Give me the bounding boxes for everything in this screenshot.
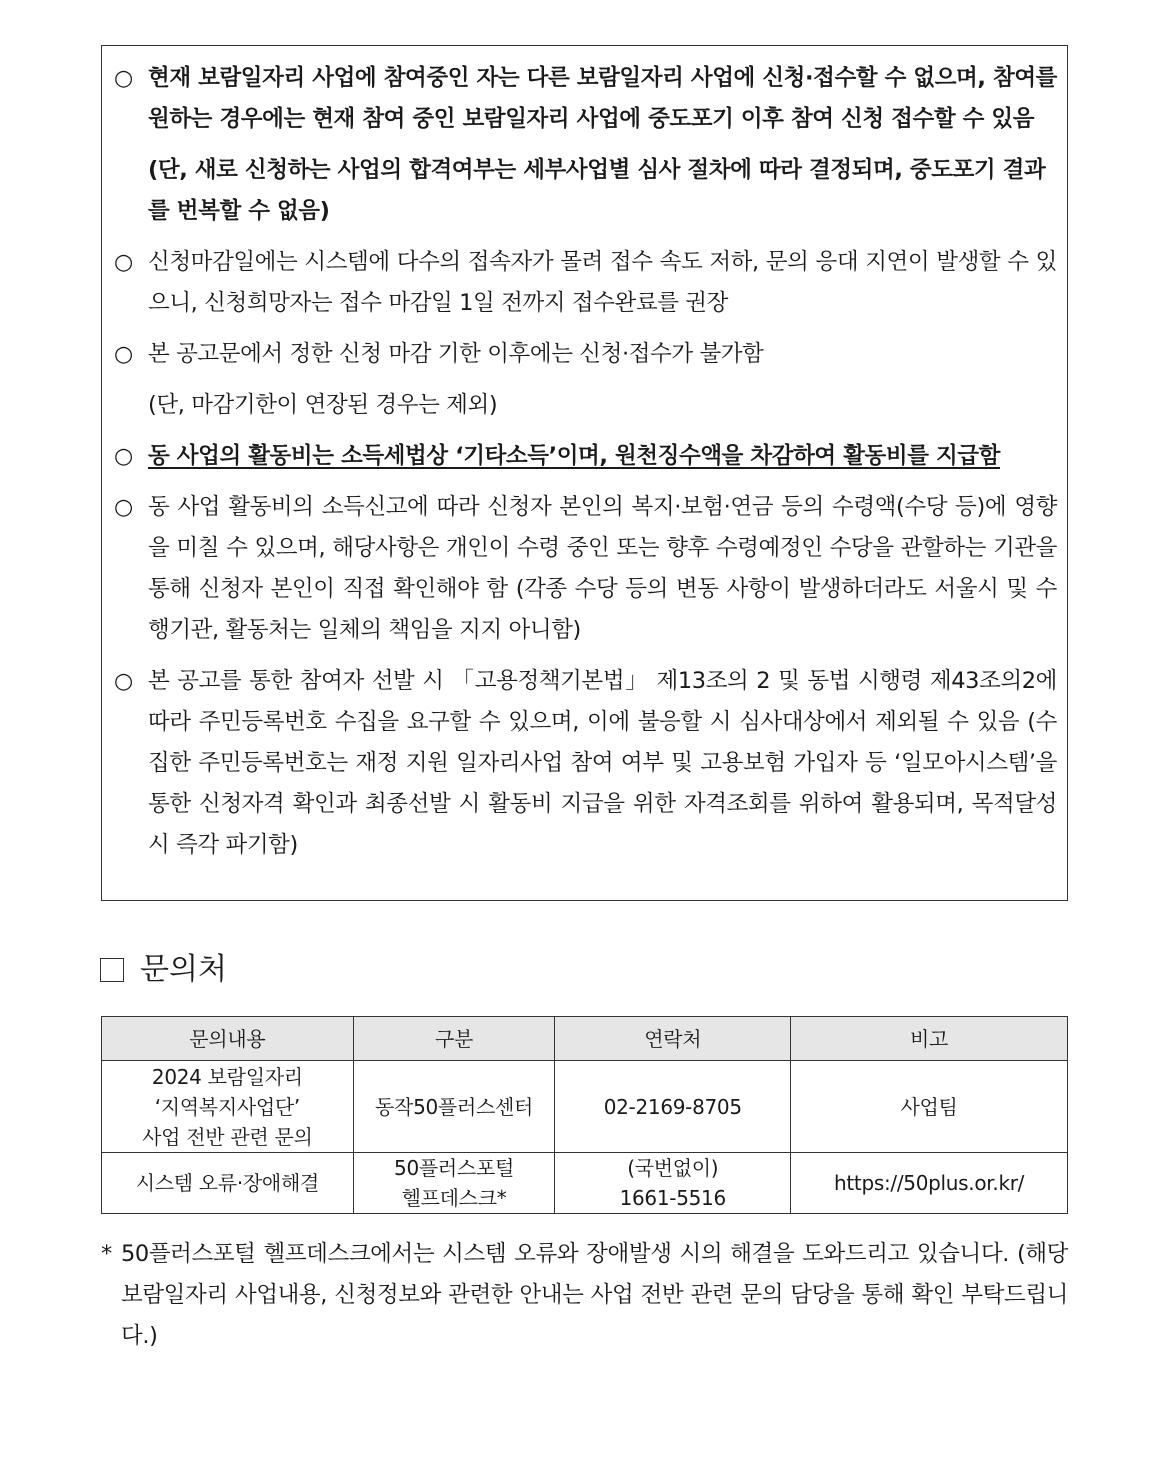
circle-bullet-icon: ○ [114,444,133,469]
cell-line: ‘지역복지사업단’ [154,1094,300,1119]
cell-note: 사업팀 [791,1061,1068,1153]
table-row [102,1153,1068,1214]
circle-bullet-icon: ○ [114,342,133,367]
notice-item-resident-number [114,661,1057,866]
notice-item-activity-fee-tax [114,436,1057,477]
header-note: 비고 [791,1017,1068,1061]
footnote-text: 50플러스포털 헬프데스크에서는 시스템 오류와 장애발생 시의 해결을 도와드리고 있습니다. (해당 보람일자리 사업내용, 신청정보와 관련한 안내는 사업 전반 관련 문의 담당을 통해 확인 부탁드립니다.) [121,1241,1068,1349]
notice-item-text: 현재 보람일자리 사업에 참여중인 자는 다른 보람일자리 사업에 신청·접수할 수 없으며, 참여를 원하는 경우에는 현재 참여 중인 보람일자리 사업에 중도포기 이후 참여 신청 접수할 수 있음 [148,65,1057,132]
circle-bullet-icon: ○ [114,495,133,520]
table-row [102,1061,1068,1153]
notice-item-text: 신청마감일에는 시스템에 다수의 접속자가 몰려 접수 속도 저하, 문의 응대 지연이 발생할 수 있으니, 신청희망자는 접수 마감일 1일 전까지 접수완료를 권장 [148,249,1057,316]
footnote [101,1234,1068,1357]
cell-line: 헬프데스크* [401,1186,507,1210]
cell-phone: 02-2169-8705 [555,1061,791,1153]
notice-item-note: (단, 마감기한이 연장된 경우는 제외) [148,392,498,418]
table-header-row [102,1017,1068,1061]
cell-line: (국번없이) [627,1156,719,1180]
square-bullet-icon [100,958,124,982]
notice-item-current-participant [114,58,1057,140]
cell-line: 사업 전반 관련 문의 [142,1124,313,1149]
asterisk-icon: * [101,1241,112,1267]
notice-item-text: 동 사업의 활동비는 소득세법상 ‘기타소득’이며, 원천징수액을 차감하여 활동비를 지급함 [148,443,1000,469]
notice-item-text: 본 공고문에서 정한 신청 마감 기한 이후에는 신청·접수가 불가함 [148,341,764,367]
header-inquiry: 문의내용 [102,1017,354,1061]
cell-line: 50플러스포털 [394,1156,514,1180]
contact-table [101,1016,1068,1214]
cell-line: 1661-5516 [619,1186,726,1210]
notice-item-text: 동 사업 활동비의 소득신고에 따라 신청자 본인의 복지·보험·연금 등의 수령액(수당 등)에 영향을 미칠 수 있으며, 해당사항은 개인이 수령 중인 또는 향후 수령예정인 수당을 관할하는 기관을 통해 신청자 본인이 직접 확인해야 함 (각종 수당 등의 변동 사항이 발생하더라도 서울시 및 수행기관, 활동처는 일체의 책임을 지지 아니함) [148,494,1057,643]
notice-item-income-report [114,487,1057,651]
header-category: 구분 [353,1017,555,1061]
cell-phone [555,1153,791,1214]
notice-item-deadline [114,334,1057,375]
notice-box [101,45,1068,901]
circle-bullet-icon: ○ [114,669,133,694]
notice-item-text: 본 공고를 통한 참여자 선발 시 「고용정책기본법」 제13조의 2 및 동법 시행령 제43조의2에 따라 주민등록번호 수집을 요구할 수 있으며, 이에 불응할 시 심사대상에서 제외될 수 있음 (수집한 주민등록번호는 재정 지원 일자리사업 참여 여부 및 고용보험 가입자 등 ‘일모아시스템’을 통한 신청자격 확인과 최종선발 시 활동비 지급을 위한 자격조회를 위하여 활용되며, 목적달성 시 즉각 파기함) [148,668,1057,858]
cell-category [353,1153,555,1214]
notice-item-deadline-traffic [114,242,1057,324]
cell-inquiry [102,1061,354,1153]
section-title-text: 문의처 [140,952,227,987]
cell-line: 2024 보람일자리 [151,1064,303,1089]
header-phone: 연락처 [555,1017,791,1061]
circle-bullet-icon: ○ [114,66,133,91]
cell-inquiry: 시스템 오류·장애해결 [102,1153,354,1214]
cell-category: 동작50플러스센터 [353,1061,555,1153]
section-title-contact [100,948,227,992]
circle-bullet-icon: ○ [114,250,133,275]
cell-note-link[interactable]: https://50plus.or.kr/ [791,1153,1068,1214]
notice-item-note: (단, 새로 신청하는 사업의 합격여부는 세부사업별 심사 절차에 따라 결정되며, 중도포기 결과를 번복할 수 없음) [148,157,1046,224]
